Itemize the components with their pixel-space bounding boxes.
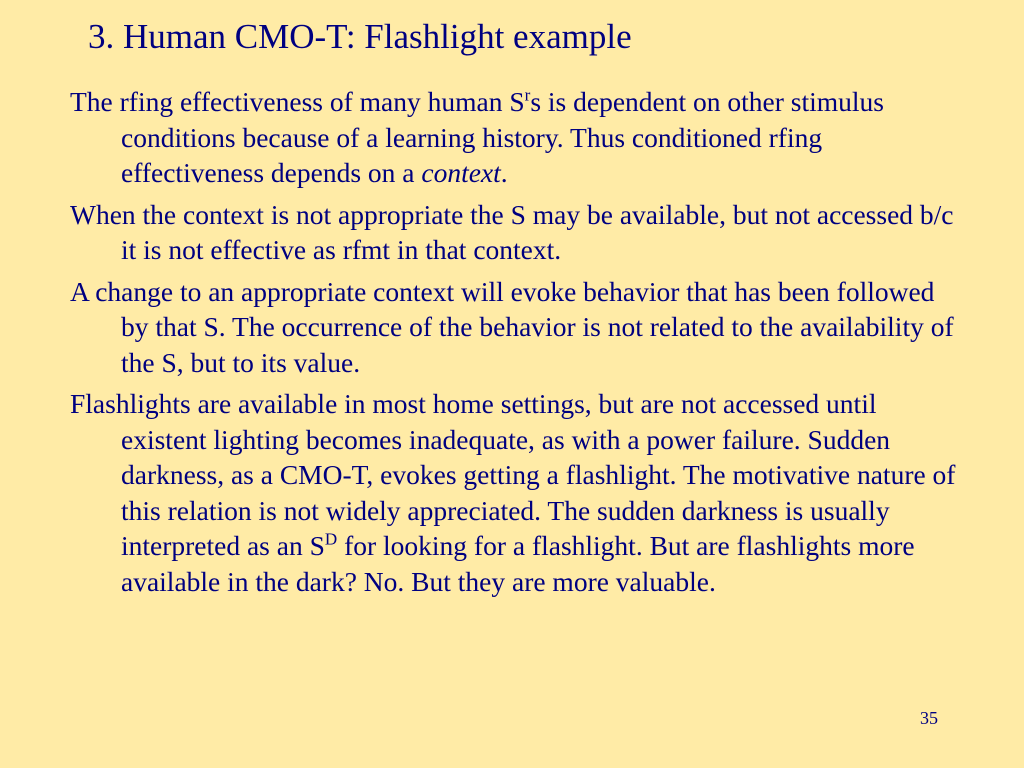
superscript: D — [324, 529, 338, 549]
page-number: 35 — [920, 708, 938, 728]
paragraph-text: The rfing effectiveness of many human S — [70, 86, 525, 117]
paragraph-text: When the context is not appropriate the S may be available, but not accessed b/c it is not effective as rfmt in that context. — [70, 198, 954, 265]
paragraph-text: Flashlights are available in most home settings, but are not accessed until existent lighting becomes inadequate, as with a power failure. Sudden darkness, as a CMO-T, evokes getting a flashlight. The motivative nature of this relation is not widely appreciated. The sudden darkness is usually interpreted as an S — [70, 388, 956, 561]
slide-body — [70, 84, 960, 605]
paragraph-text: . — [500, 157, 508, 188]
superscript: r — [524, 85, 531, 105]
paragraph-text: for looking for a flashlight. But are flashlights more available in the dark? No. But they are more valuable. — [121, 530, 915, 597]
paragraph-flashlight-example — [70, 386, 960, 599]
paragraph-text: A change to an appropriate context will evoke behavior that has been followed by that S. The occurrence of the behavior is not related to the availability of the S, but to its value. — [70, 275, 954, 378]
paragraph-reinforcing-effectiveness — [70, 84, 960, 191]
paragraph-context-change — [70, 274, 960, 381]
emphasis-text: context — [421, 157, 501, 188]
slide-title: 3. Human CMO-T: Flashlight example — [88, 17, 632, 56]
paragraph-context-not-appropriate — [70, 197, 960, 268]
paragraph-text: s is dependent on other stimulus conditions because of a learning history. Thus conditioned rfing effectiveness depends on a — [121, 86, 884, 188]
